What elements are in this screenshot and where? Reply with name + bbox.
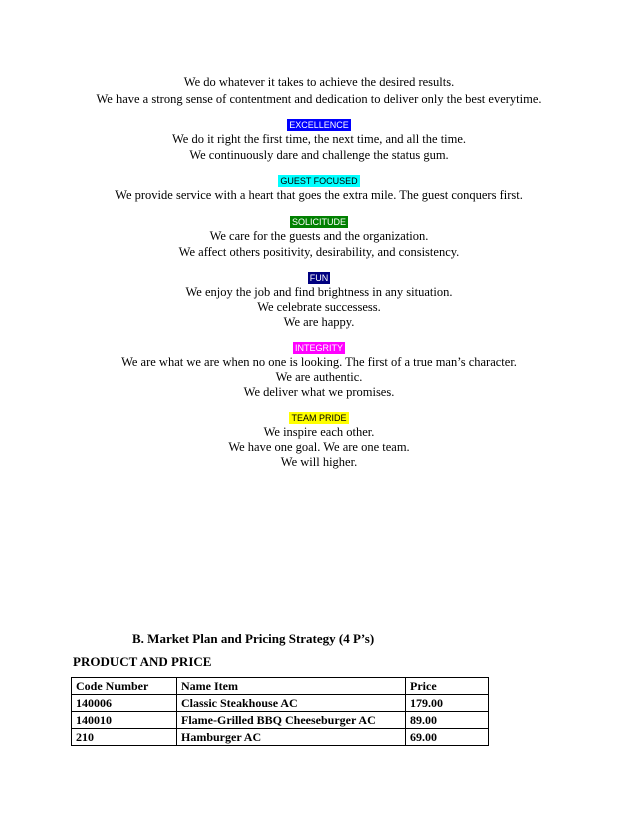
excellence-tag: EXCELLENCE (289, 120, 349, 130)
fun-row (0, 270, 638, 285)
header-code: Code Number (72, 678, 177, 695)
cell-price: 69.00 (406, 729, 489, 746)
cell-name: Hamburger AC (177, 729, 406, 746)
cell-code: 210 (72, 729, 177, 746)
solicitude-tag: SOLICITUDE (291, 217, 346, 227)
guest-focused-tag: GUEST FOCUSED (280, 176, 358, 186)
integrity-line-3: We deliver what we promises. (243, 385, 395, 399)
excellence-line-2: We continuously dare and challenge the status gum. (189, 148, 449, 162)
intro-line-2: We have a strong sense of contentment and dedication to deliver only the best everytime. (96, 92, 542, 106)
integrity-row (0, 340, 638, 355)
team-pride-tag: TEAM PRIDE (291, 413, 347, 423)
guest-focused-line-1: We provide service with a heart that goes the extra mile. The guest conquers first. (115, 188, 523, 202)
integrity-line-2: We are authentic. (275, 370, 363, 384)
table-header-row (72, 678, 489, 695)
product-price-heading: PRODUCT AND PRICE (73, 654, 212, 669)
fun-line-1: We enjoy the job and find brightness in any situation. (185, 285, 453, 299)
solicitude-line-2: We affect others positivity, desirability, and consistency. (178, 245, 460, 259)
guest-focused-row (0, 173, 638, 188)
solicitude-row (0, 214, 638, 229)
section-title: B. Market Plan and Pricing Strategy (4 P’s) (132, 631, 375, 646)
header-price: Price (406, 678, 489, 695)
solicitude-line-1: We care for the guests and the organization. (209, 229, 429, 243)
table-row (72, 712, 489, 729)
cell-code: 140010 (72, 712, 177, 729)
cell-price: 89.00 (406, 712, 489, 729)
team-pride-line-2: We have one goal. We are one team. (228, 440, 410, 454)
fun-tag: FUN (309, 273, 329, 283)
intro-line-1: We do whatever it takes to achieve the desired results. (183, 75, 455, 89)
team-pride-line-3: We will higher. (280, 455, 358, 469)
cell-price: 179.00 (406, 695, 489, 712)
team-pride-line-1: We inspire each other. (263, 425, 375, 439)
excellence-row (0, 117, 638, 132)
table-row (72, 695, 489, 712)
header-name: Name Item (177, 678, 406, 695)
table-row (72, 729, 489, 746)
excellence-line-1: We do it right the first time, the next time, and all the time. (171, 132, 467, 146)
price-table (71, 677, 489, 746)
fun-line-2: We celebrate successess. (257, 300, 381, 314)
fun-line-3: We are happy. (283, 315, 355, 329)
cell-code: 140006 (72, 695, 177, 712)
integrity-tag: INTEGRITY (294, 343, 343, 353)
cell-name: Flame-Grilled BBQ Cheeseburger AC (177, 712, 406, 729)
integrity-line-1: We are what we are when no one is looking. The first of a true man’s character. (121, 355, 517, 369)
team-pride-row (0, 410, 638, 425)
cell-name: Classic Steakhouse AC (177, 695, 406, 712)
